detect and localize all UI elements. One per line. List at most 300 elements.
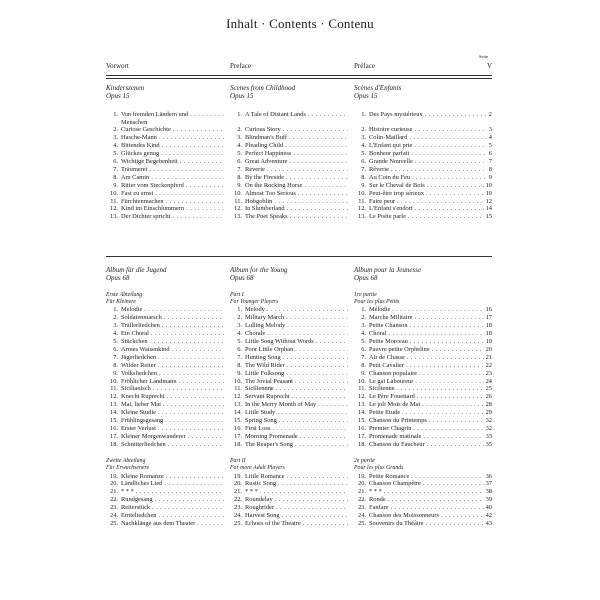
entry-page-number: 12 xyxy=(485,197,492,205)
part-heading-line1: 1re partie xyxy=(354,291,377,298)
entry-number: 3. xyxy=(113,134,118,142)
section-heading-line1: Album for the Young xyxy=(230,266,288,274)
entry-number: 8. xyxy=(237,173,242,181)
toc-entry xyxy=(106,401,224,409)
entry-number: 12. xyxy=(110,393,118,401)
entry-page-number: 35 xyxy=(485,440,492,448)
entry-title: Ein Choral . . . xyxy=(121,330,224,337)
toc-entry xyxy=(230,473,348,481)
entry-number: 12. xyxy=(234,393,242,401)
scenes-childhood-column xyxy=(230,84,348,221)
entry-number: 8. xyxy=(361,361,366,369)
entry-title: Mai, lieber Mai . . . xyxy=(121,401,224,408)
toc-entry xyxy=(106,425,224,433)
entry-page-number: 36 xyxy=(485,472,492,480)
toc-entry xyxy=(354,409,492,417)
entry-title: Petite Morceau . . . xyxy=(369,338,492,345)
section-heading-line1: Album pour la Jeunesse xyxy=(354,266,422,274)
entry-title: Choral . . . xyxy=(369,330,492,337)
toc-entry xyxy=(354,190,492,198)
entry-number: 2. xyxy=(113,126,118,134)
entry-number: 8. xyxy=(361,173,366,181)
entry-page-number: 39 xyxy=(485,496,492,504)
toc-entry xyxy=(230,488,348,496)
album-young-column xyxy=(230,266,348,528)
entry-number: 6. xyxy=(113,345,118,353)
entry-number: 17. xyxy=(358,432,366,440)
toc-entry xyxy=(230,182,348,190)
entry-number: 11. xyxy=(358,197,366,205)
entry-title: * * * . . . xyxy=(121,488,224,495)
entry-number: 23. xyxy=(110,504,118,512)
toc-entry xyxy=(230,504,348,512)
entry-number: 16. xyxy=(110,425,118,432)
entry-number: 18. xyxy=(234,440,242,448)
entry-number: 9. xyxy=(113,369,118,377)
toc-entry xyxy=(106,512,224,520)
entry-number: 10. xyxy=(234,377,242,385)
entry-number: 18. xyxy=(358,440,366,448)
entry-number: 21. xyxy=(110,488,118,496)
entry-title: Chanson Champêtre . . . xyxy=(369,480,492,487)
page-title: Inhalt · Contents · Contenu xyxy=(226,16,374,31)
toc-entry xyxy=(106,306,224,314)
toc-entry xyxy=(106,362,224,370)
entry-number: 10. xyxy=(110,377,118,385)
entry-title: Great Adventure . . . xyxy=(245,158,348,165)
entry-title: Melody . . . xyxy=(245,306,348,313)
toc-entry xyxy=(354,213,492,221)
toc-entry xyxy=(230,174,348,182)
part-heading-line2: Pour les plus Grands xyxy=(354,465,404,472)
toc-entry xyxy=(354,174,492,182)
toc-entry xyxy=(230,190,348,198)
part-heading-line2: Pour les plus Petits xyxy=(354,299,400,305)
preface-page-number: V xyxy=(486,62,492,70)
entry-page-number: 37 xyxy=(485,480,492,488)
entry-page-number: 7 xyxy=(488,158,492,166)
section-heading-line2: Opus 68 xyxy=(354,274,378,283)
entry-page-number: 33 xyxy=(485,432,492,440)
seite-label: Seite xyxy=(479,54,488,59)
entry-title: Marche Militaire . . . xyxy=(369,314,492,321)
entry-number: 2. xyxy=(237,314,242,322)
entry-title: L'Enfant s'endort . . . xyxy=(369,205,492,212)
toc-entry xyxy=(354,330,492,338)
entry-page-number: 21 xyxy=(485,353,492,361)
entry-title: Ländliches Lied . . . xyxy=(121,480,224,487)
toc-entry xyxy=(106,441,224,449)
entry-title xyxy=(230,119,245,126)
entry-number: 3. xyxy=(237,134,242,142)
entry-number: 19. xyxy=(234,472,242,480)
entry-title: Bonheur parfait . . . xyxy=(369,150,492,157)
entry-number: 2. xyxy=(237,126,242,134)
entry-title: Nachklänge aus dem Theater . . . xyxy=(121,520,224,527)
entry-title: In Slumberland . . . xyxy=(245,205,348,212)
entry-title: Am Camin . . . xyxy=(121,174,224,181)
toc-entry xyxy=(354,473,492,481)
spacer xyxy=(106,283,224,292)
entry-title: Hasche-Mann . . . xyxy=(121,134,224,141)
entry-number: 20. xyxy=(234,480,242,488)
toc-entry xyxy=(106,480,224,488)
entry-page-number: 32 xyxy=(485,417,492,425)
part-heading-line1: Part II xyxy=(230,457,246,464)
toc-entry xyxy=(354,433,492,441)
toc-entry xyxy=(354,378,492,386)
toc-entry xyxy=(354,134,492,142)
preface-en: Preface xyxy=(230,62,251,70)
entry-number: 25. xyxy=(358,519,366,527)
entry-number: 1. xyxy=(113,110,118,118)
toc-entry xyxy=(230,433,348,441)
toc-entry xyxy=(354,496,492,504)
toc-entry xyxy=(106,205,224,213)
entry-title: Reiterstück . . . xyxy=(121,504,224,511)
album-jeunesse-column xyxy=(354,266,492,528)
entry-number: 9. xyxy=(361,369,366,377)
entry-page-number: 10 xyxy=(485,181,492,189)
entry-title: Träumerei . . . xyxy=(121,166,224,173)
entry-title: Little Folksong . . . xyxy=(245,370,348,377)
entry-title: Almost Too Serious . . . xyxy=(245,190,348,197)
entry-title: In the Merry Month of May . . . xyxy=(245,401,348,408)
entry-title: Menschen xyxy=(121,118,148,126)
scenes-enfants-column xyxy=(354,84,492,221)
entry-number: 22. xyxy=(358,496,366,504)
entry-page-number: 5 xyxy=(488,142,492,150)
entry-number: 10. xyxy=(358,377,366,385)
entry-number: 4. xyxy=(361,142,366,150)
entry-number: 13. xyxy=(110,401,118,409)
entry-number: 9. xyxy=(237,181,242,189)
entry-title: Sicilienne . . . xyxy=(369,385,492,392)
entry-number: 23. xyxy=(358,504,366,512)
entry-number: 8. xyxy=(113,361,118,369)
entry-number: 8. xyxy=(113,173,118,181)
entry-number: 5. xyxy=(113,150,118,158)
section-heading-line2: Opus 15 xyxy=(354,92,378,101)
entry-number: 11. xyxy=(234,385,242,393)
entry-number: 14. xyxy=(358,409,366,417)
entry-title: * * * . . . xyxy=(245,488,348,495)
entry-page-number: 26 xyxy=(485,393,492,401)
entry-page-number: 28 xyxy=(485,401,492,409)
entry-number: 20. xyxy=(358,480,366,488)
section-heading-line2: Opus 68 xyxy=(230,274,254,283)
part-heading-line2: For more Adult Players xyxy=(230,465,285,472)
entry-title: Little Song Without Words . . . xyxy=(245,338,348,345)
entry-title: Rêverie . . . xyxy=(369,166,492,173)
entry-title: Glückes genug . . . xyxy=(121,150,224,157)
entry-number: 22. xyxy=(110,496,118,504)
divider xyxy=(106,256,492,257)
entry-number: 13. xyxy=(358,213,366,221)
entry-number: 10. xyxy=(110,189,118,197)
entry-page-number: 22 xyxy=(485,361,492,369)
entry-title: Little Study . . . xyxy=(245,409,348,416)
entry-page-number: 14 xyxy=(485,205,492,213)
entry-page-number: 23 xyxy=(485,369,492,377)
entry-page-number: 40 xyxy=(485,504,492,512)
entry-number: 7. xyxy=(361,165,366,173)
entry-page-number: 18 xyxy=(485,322,492,330)
toc-entry xyxy=(106,473,224,481)
entry-number: 25. xyxy=(234,519,242,527)
entry-title: Fast zu ernst . . . xyxy=(121,190,224,197)
toc-entry xyxy=(106,378,224,386)
toc-entry xyxy=(230,126,348,134)
toc-entry xyxy=(106,346,224,354)
entry-number: 5. xyxy=(361,338,366,346)
entry-number: 22. xyxy=(234,496,242,504)
entry-title: Reverie . . . xyxy=(245,166,348,173)
entry-title: Fröhlicher Landmann . . . xyxy=(121,378,224,385)
toc-entry xyxy=(354,417,492,425)
spacer xyxy=(354,101,472,111)
entry-title: The Jovial Peasant . . . xyxy=(245,378,348,385)
entry-number: 21. xyxy=(234,488,242,496)
entry-page-number: 25 xyxy=(485,385,492,393)
spacer xyxy=(354,449,472,458)
toc-entry xyxy=(230,425,348,433)
entry-title: Jägerliedchen . . . xyxy=(121,354,224,361)
entry-number: 13. xyxy=(110,213,118,221)
toc-entry xyxy=(354,354,492,362)
entry-title: L'Enfant qui prie . . . xyxy=(369,142,492,149)
entry-number: 1. xyxy=(361,306,366,314)
entry-number: 11. xyxy=(110,385,118,393)
toc-entry xyxy=(106,433,224,441)
entry-title: Histoire curieuse . . . xyxy=(369,126,492,133)
toc-entry xyxy=(354,346,492,354)
spacer xyxy=(230,449,348,458)
toc-entry xyxy=(354,158,492,166)
toc-entry xyxy=(354,393,492,401)
toc-entry xyxy=(106,322,224,330)
toc-entry xyxy=(230,330,348,338)
toc-entry xyxy=(106,134,224,142)
entry-number: 6. xyxy=(113,158,118,166)
entry-title: Soldatenmarsch . . . xyxy=(121,314,224,321)
toc-entry xyxy=(106,174,224,182)
entry-number: 17. xyxy=(110,432,118,440)
toc-entry xyxy=(230,306,348,314)
entry-number: 21. xyxy=(358,488,366,496)
toc-entry xyxy=(230,441,348,449)
preface-de: Vorwort xyxy=(106,62,129,70)
toc-entry xyxy=(354,142,492,150)
entry-title: Melodie . . . xyxy=(121,306,224,313)
toc-entry xyxy=(106,409,224,417)
entry-title: Echoes of the Theatre . . . xyxy=(245,520,348,527)
toc-entry xyxy=(354,306,492,314)
toc-entry xyxy=(230,322,348,330)
entry-number: 23. xyxy=(234,504,242,512)
toc-entry xyxy=(354,322,492,330)
entry-title: Stückchen . . . xyxy=(121,338,224,345)
entry-title: Frühlingsgesang . . . xyxy=(121,417,224,424)
toc-entry xyxy=(230,385,348,393)
entry-number: 24. xyxy=(358,512,366,520)
toc-entry xyxy=(354,126,492,134)
entry-title: Air de Chasse . . . xyxy=(369,354,492,361)
entry-page-number: 6 xyxy=(488,150,492,158)
toc-entry xyxy=(354,338,492,346)
toc-entry xyxy=(106,520,224,528)
entry-title: Fanfare . . . xyxy=(369,504,492,511)
entry-number: 16. xyxy=(234,425,242,432)
entry-number: 10. xyxy=(234,189,242,197)
toc-entry xyxy=(230,111,348,119)
toc-entry xyxy=(230,401,348,409)
entry-page-number: 2 xyxy=(488,110,492,118)
toc-entry xyxy=(354,119,492,127)
entry-title: Kleiner Morgenwanderer . . . xyxy=(121,433,224,440)
toc-entry xyxy=(354,504,492,512)
entry-number: 6. xyxy=(237,345,242,353)
entry-title: A Tale of Distant Lands . . . xyxy=(245,111,348,118)
entry-number: 7. xyxy=(113,353,118,361)
entry-title: Ernteliedchen . . . xyxy=(121,512,224,519)
entry-title: Des Pays mystérieux . . . xyxy=(369,111,492,118)
preface-fr: Préface xyxy=(354,62,375,70)
entry-number: 14. xyxy=(234,409,242,417)
entry-title: Promenade matinale . . . xyxy=(369,433,492,440)
toc-entry xyxy=(106,504,224,512)
entry-page-number: 20 xyxy=(485,345,492,353)
entry-number: 6. xyxy=(361,345,366,353)
toc-entry xyxy=(230,346,348,354)
toc-entry xyxy=(106,496,224,504)
entry-title: Wichtige Begebenheit . . . xyxy=(121,158,224,165)
entry-title: First Loss . . . xyxy=(245,425,348,432)
entry-title: The Reaper's Song . . . xyxy=(245,441,348,448)
entry-number: 4. xyxy=(237,142,242,150)
entry-title: Le gai Laboureur . . . xyxy=(369,378,492,385)
entry-title: Chanson populaire . . . xyxy=(369,370,492,377)
toc-entry xyxy=(354,150,492,158)
entry-title: Pleading Child . . . xyxy=(245,142,348,149)
entry-title: Curiose Geschichte . . . xyxy=(121,126,224,133)
entry-number: 9. xyxy=(361,181,366,189)
entry-number: 1. xyxy=(237,110,242,118)
toc-entry xyxy=(106,150,224,158)
entry-number: 3. xyxy=(361,322,366,330)
toc-entry xyxy=(106,119,224,127)
part-heading-line2: For Younger Players xyxy=(230,299,279,305)
entry-number: 5. xyxy=(361,150,366,158)
section-heading-line1: Scènes d'Enfants xyxy=(354,84,402,92)
entry-title: Servant Ruprecht . . . xyxy=(245,393,348,400)
entry-title: Bittendes Kind . . . xyxy=(121,142,224,149)
entry-title: Lulling Melody . . . xyxy=(245,322,348,329)
toc-entry xyxy=(106,198,224,206)
toc-entry xyxy=(354,362,492,370)
entry-title: Petit Cavalier . . . xyxy=(369,362,492,369)
toc-entry xyxy=(230,393,348,401)
entry-title: Sur le Cheval de Bois . . . xyxy=(369,182,492,189)
toc-entry xyxy=(230,213,348,221)
part-heading-line1: Zweite Abteilung xyxy=(106,457,146,464)
toc-entry xyxy=(106,385,224,393)
section-heading-line1: Scenes from Childhood xyxy=(230,84,296,92)
toc-entry xyxy=(354,425,492,433)
part-heading-line2: Für Erwachsenere xyxy=(106,465,150,472)
entry-number: 2. xyxy=(361,314,366,322)
entry-title: Kleine Romanze . . . xyxy=(121,473,224,480)
toc-entry xyxy=(230,417,348,425)
entry-number: 3. xyxy=(361,134,366,142)
toc-entry xyxy=(230,409,348,417)
entry-number: 2. xyxy=(113,314,118,322)
entry-number: 6. xyxy=(361,158,366,166)
toc-entry xyxy=(354,370,492,378)
entry-page-number: 43 xyxy=(485,519,492,527)
entry-number: 3. xyxy=(113,322,118,330)
kinderszenen-column xyxy=(106,84,224,221)
entry-number: 10. xyxy=(358,189,366,197)
toc-entry xyxy=(354,182,492,190)
entry-title: Peut-être trop sérieux . . . xyxy=(369,190,492,197)
spacer xyxy=(354,283,472,292)
part-heading-line2: Für Kleinere xyxy=(106,299,136,305)
entry-number: 5. xyxy=(237,150,242,158)
spacer xyxy=(230,101,348,111)
entry-page-number: 19 xyxy=(485,338,492,346)
toc-entry xyxy=(106,393,224,401)
toc-entry xyxy=(230,338,348,346)
entry-title: Premier Chagrin . . . xyxy=(369,425,492,432)
entry-title: Colin-Maillard . . . xyxy=(369,134,492,141)
toc-entry xyxy=(106,190,224,198)
section-heading-line2: Opus 15 xyxy=(230,92,254,101)
entry-number: 11. xyxy=(358,385,366,393)
toc-entry xyxy=(106,126,224,134)
entry-title: Souvenirs du Théâtre . . . xyxy=(369,520,492,527)
entry-number: 15. xyxy=(358,417,366,425)
entry-number: 2. xyxy=(361,126,366,134)
entry-number: 9. xyxy=(237,369,242,377)
entry-number: 12. xyxy=(358,205,366,213)
entry-title: Chanson des Moissonneurs . . . xyxy=(369,512,492,519)
entry-title: Petite Etude . . . xyxy=(369,409,492,416)
toc-entry xyxy=(230,205,348,213)
entry-title: Le joli Mois de Mai . . . xyxy=(369,401,492,408)
entry-number: 17. xyxy=(234,432,242,440)
entry-title: Siciliennne . . . xyxy=(245,385,348,392)
entry-number: 1. xyxy=(113,306,118,314)
entry-number: 16. xyxy=(358,425,366,432)
entry-page-number: 15 xyxy=(485,213,492,221)
entry-page-number: 24 xyxy=(485,377,492,385)
entry-page-number: 18 xyxy=(485,330,492,338)
toc-entry xyxy=(106,111,224,119)
entry-number: 15. xyxy=(110,417,118,425)
entry-title: Roughrider . . . xyxy=(245,504,348,511)
entry-number: 15. xyxy=(234,417,242,425)
toc-entry xyxy=(230,198,348,206)
toc-entry xyxy=(354,385,492,393)
entry-title: Kleine Studie . . . xyxy=(121,409,224,416)
entry-title: Morning Promenade . . . xyxy=(245,433,348,440)
entry-title: Erster Verlust . . . xyxy=(121,425,224,432)
entry-number: 5. xyxy=(113,338,118,346)
entry-title: Blindman's Buff . . . xyxy=(245,134,348,141)
entry-number: 1. xyxy=(237,306,242,314)
toc-entry xyxy=(230,512,348,520)
